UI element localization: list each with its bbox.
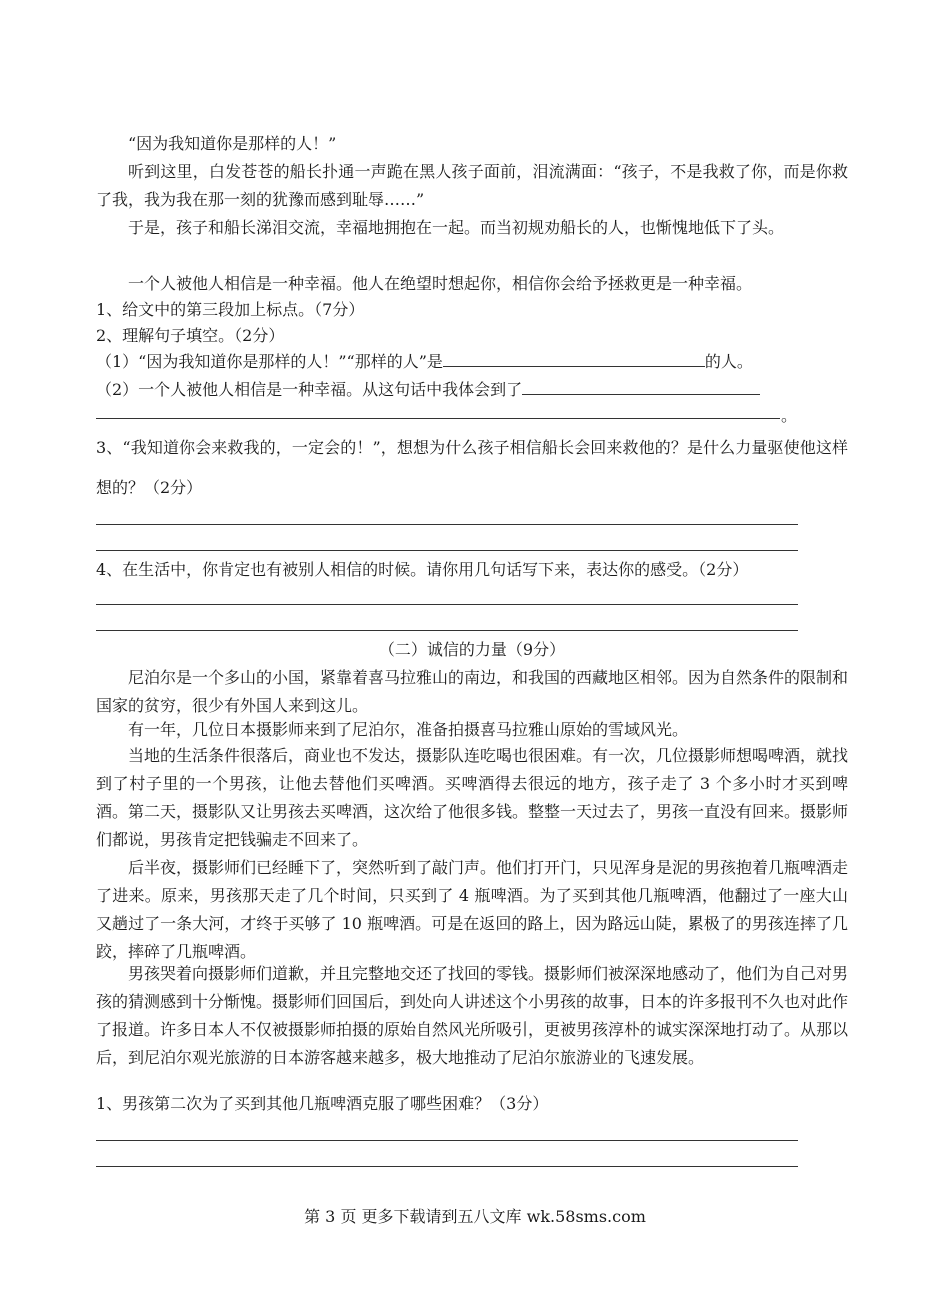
paragraph-apology: 男孩哭着向摄影师们道歉，并且完整地交还了找回的零钱。摄影师们被深深地感动了，他们为自己对男孩的猜测感到十分惭愧。摄影师们回国后，到处向人讲述这个小男孩的故事，日本的许多报刊不久也对此作了报道。许多日本人不仅被摄影师拍摄的原始自然风光所吸引，更被男孩淳朴的诚实深深地打动了。从那以后，到尼泊尔观光旅游的日本游客越来越多，极大地推动了尼泊尔旅游业的飞速发展。 bbox=[96, 964, 849, 1067]
page-footer: 第 3 页 更多下载请到五八文库 wk.58sms.com bbox=[304, 1207, 646, 1226]
question-2b-end: 。 bbox=[781, 406, 798, 425]
answer-line-p2-1a[interactable] bbox=[96, 1140, 798, 1141]
question-part2-1: 1、男孩第二次为了买到其他几瓶啤酒克服了哪些困难？（3分） bbox=[96, 1094, 549, 1113]
answer-blank-2a[interactable] bbox=[443, 348, 705, 367]
question-2a-text: （1）“因为我知道你是那样的人！”“那样的人”是 bbox=[96, 352, 443, 371]
paragraph-beer-errand: 当地的生活条件很落后，商业也不发达，摄影队连吃喝也很困难。有一次，几位摄影师想喝啤酒，就找到了村子里的一个男孩，让他去替他们买啤酒。买啤酒得去很远的地方，孩子走了 3 个多小时才买到啤酒。第二天，摄影队又让男孩去买啤酒，这次给了他很多钱。整整一天过去了，男孩一直没有回来。摄影师们都说，男孩肯定把钱骗走不回来了。 bbox=[96, 746, 849, 849]
paragraph-quote: “因为我知道你是那样的人！” bbox=[128, 134, 337, 153]
answer-line-p2-1b[interactable] bbox=[96, 1166, 798, 1167]
paragraph-captain-kneels: 听到这里，白发苍苍的船长扑通一声跪在黑人孩子面前，泪流满面：“孩子，不是我救了你，而是你救了我，我为我在那一刻的犹豫而感到耻辱……” bbox=[96, 162, 848, 209]
question-2b-text: （2）一个人被他人相信是一种幸福。从这句话中我体会到了 bbox=[96, 380, 523, 399]
answer-blank-2b[interactable] bbox=[522, 376, 760, 395]
answer-line-3a[interactable] bbox=[96, 524, 798, 525]
paragraph-nepal: 尼泊尔是一个多山的小国，紧靠着喜马拉雅山的南边，和我国的西藏地区相邻。因为自然条件的限制和国家的贫穷，很少有外国人来到这儿。 bbox=[96, 668, 849, 715]
answer-line-4a[interactable] bbox=[96, 604, 798, 605]
answer-line-2b[interactable] bbox=[96, 418, 780, 419]
question-2b bbox=[96, 376, 848, 404]
paragraph-return: 后半夜，摄影师们已经睡下了，突然听到了敲门声。他们打开门，只见浑身是泥的男孩抱着几瓶啤酒走了进来。原来，男孩那天走了几个时间，只买到了 4 瓶啤酒。为了买到其他几瓶啤酒，他翻过了一座大山又趟过了一条大河，才终于买够了 10 瓶啤酒。可是在返回的路上，因为路远山陡，累极了的男孩连摔了几跤，摔碎了几瓶啤酒。 bbox=[96, 858, 849, 961]
paragraph-photographers: 有一年，几位日本摄影师来到了尼泊尔，准备拍摄喜马拉雅山原始的雪域风光。 bbox=[128, 720, 689, 739]
answer-line-4b[interactable] bbox=[96, 630, 798, 631]
question-2a bbox=[96, 348, 848, 376]
question-4: 4、在生活中，你肯定也有被别人相信的时候。请你用几句话写下来，表达你的感受。（2分） bbox=[96, 560, 749, 579]
answer-line-3b[interactable] bbox=[96, 550, 798, 551]
question-1: 1、给文中的第三段加上标点。（7分） bbox=[96, 300, 365, 319]
question-2: 2、理解句子填空。（2分） bbox=[96, 326, 285, 345]
question-3: 3、“我知道你会来救我的，一定会的！”，想想为什么孩子相信船长会回来救他的？是什么力量驱使他这样想的？（2分） bbox=[96, 438, 848, 497]
paragraph-embrace: 于是，孩子和船长涕泪交流，幸福地拥抱在一起。而当初规劝船长的人，也惭愧地低下了头。 bbox=[128, 218, 785, 237]
question-2a-suffix: 的人。 bbox=[704, 352, 753, 371]
paragraph-happiness: 一个人被他人相信是一种幸福。他人在绝望时想起你，相信你会给予拯救更是一种幸福。 bbox=[128, 274, 753, 293]
section-title: （二）诚信的力量（9分） bbox=[378, 640, 566, 659]
